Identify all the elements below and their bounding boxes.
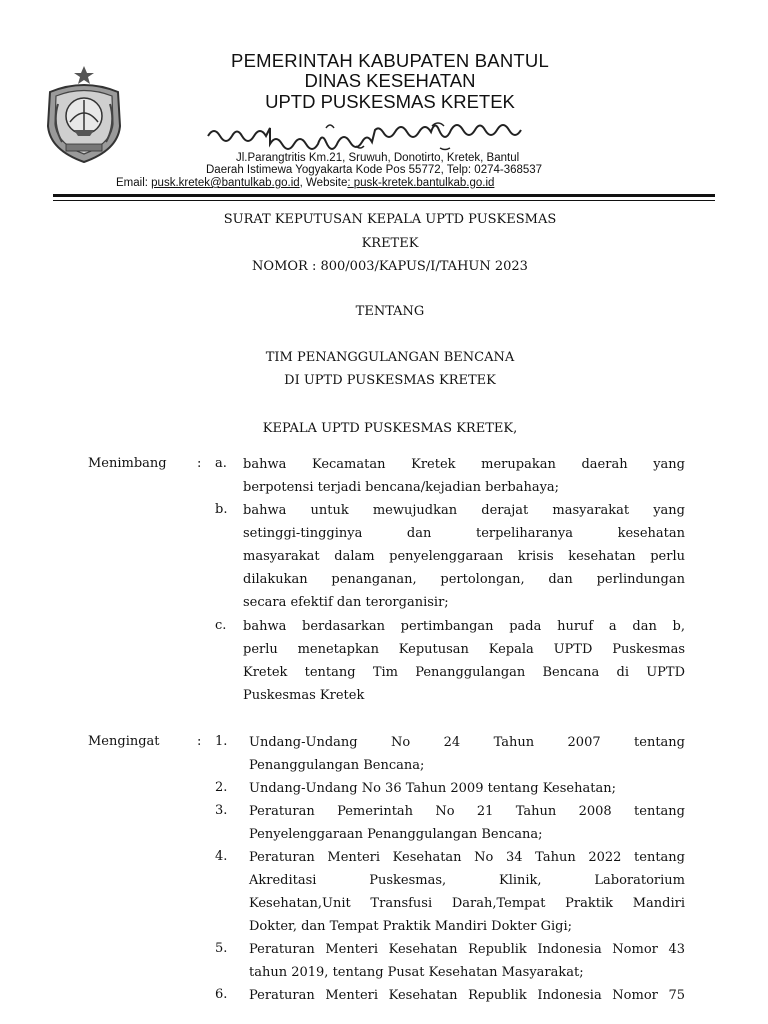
menimbang-marker-b: b. — [215, 502, 228, 517]
menimbang-item-c — [243, 615, 685, 707]
text-line: perlu menetapkan Keputusan Kepala UPTD Puskesmas — [243, 642, 685, 657]
website-link[interactable]: pusk-kretek.bantulkab.go.id — [353, 177, 495, 189]
address-line-2: Daerah Istimewa Yogyakarta Kode Pos 55772, Telp: 0274-368537 — [206, 164, 543, 176]
decree-title-line1: SURAT KEPUTUSAN KEPALA UPTD PUSKESMAS — [223, 212, 557, 227]
address-line-1: Jl.Parangtritis Km.21, Sruwuh, Donotirto, Kretek, Bantul — [236, 152, 520, 164]
text-line: Peraturan Menteri Kesehatan No 34 Tahun 2022 tentang — [249, 850, 685, 865]
website-label: : — [347, 177, 354, 189]
text-line: Akreditasi Puskesmas, Klinik, Laboratorium — [249, 873, 685, 888]
mengingat-marker-5: 5. — [215, 941, 228, 956]
text-line: berpotensi terjadi bencana/kejadian berbahaya; — [243, 480, 560, 495]
decree-number: NOMOR : 800/003/KAPUS/I/TAHUN 2023 — [252, 259, 528, 274]
website-separator: , Website — [299, 177, 348, 189]
text-line: secara efektif dan terorganisir; — [243, 595, 449, 610]
text-line: Puskesmas Kretek — [243, 688, 365, 703]
mengingat-marker-6: 6. — [215, 987, 228, 1002]
tentang-heading: TENTANG — [355, 304, 425, 319]
menimbang-marker-c: c. — [215, 618, 227, 633]
mengingat-marker-3: 3. — [215, 803, 228, 818]
email-link[interactable]: pusk.kretek@bantulkab.go.id — [151, 177, 300, 189]
mengingat-item-3 — [249, 800, 685, 846]
mengingat-marker-2: 2. — [215, 780, 228, 795]
issuer-heading: KEPALA UPTD PUSKESMAS KRETEK, — [262, 421, 518, 436]
mengingat-item-6 — [249, 984, 685, 1007]
text-line: Kretek tentang Tim Penanggulangan Bencana di UPTD — [243, 665, 685, 680]
bantul-emblem-logo — [40, 64, 128, 164]
subject-line1: TIM PENANGGULANGAN BENCANA — [265, 350, 515, 365]
text-line: Kesehatan,Unit Transfusi Darah,Tempat Praktik Mandiri — [249, 896, 685, 911]
menimbang-item-a — [243, 453, 685, 499]
text-line: Undang-Undang No 24 Tahun 2007 tentang — [249, 735, 685, 750]
mengingat-marker-4: 4. — [215, 849, 228, 864]
letterhead-agency: DINAS KESEHATAN — [304, 70, 476, 91]
text-line: Undang-Undang No 36 Tahun 2009 tentang Kesehatan; — [249, 781, 616, 796]
text-line: Dokter, dan Tempat Praktik Mandiri Dokter Gigi; — [249, 919, 572, 934]
menimbang-label: Menimbang — [88, 456, 167, 471]
javanese-script-graphic — [206, 118, 566, 152]
menimbang-marker-a: a. — [215, 456, 227, 471]
text-line: tahun 2019, tentang Pusat Kesehatan Masyarakat; — [249, 965, 584, 980]
text-line: bahwa Kecamatan Kretek merupakan daerah yang — [243, 457, 685, 472]
text-line: bahwa untuk mewujudkan derajat masyarakat yang — [243, 503, 685, 518]
letterhead-unit: UPTD PUSKESMAS KRETEK — [265, 91, 515, 112]
mengingat-item-2 — [249, 777, 685, 800]
contact-line — [116, 177, 494, 189]
text-line: Penyelenggaraan Penanggulangan Bencana; — [249, 827, 543, 842]
mengingat-marker-1: 1. — [215, 734, 228, 749]
email-label: Email: — [116, 177, 152, 189]
mengingat-item-4 — [249, 846, 685, 938]
mengingat-item-1 — [249, 731, 685, 777]
text-line: Penanggulangan Bencana; — [249, 758, 425, 773]
letterhead-government: PEMERINTAH KABUPATEN BANTUL — [231, 50, 549, 71]
mengingat-label: Mengingat — [88, 734, 160, 749]
mengingat-item-5 — [249, 938, 685, 984]
text-line: dilakukan penanganan, pertolongan, dan perlindungan — [243, 572, 685, 587]
text-line: masyarakat dalam penyelenggaraan krisis kesehatan perlu — [243, 549, 685, 564]
letterhead-divider-thick — [53, 194, 715, 197]
text-line: setinggi-tingginya dan terpeliharanya kesehatan — [243, 526, 685, 541]
text-line: Peraturan Pemerintah No 21 Tahun 2008 tentang — [249, 804, 685, 819]
text-line: Peraturan Menteri Kesehatan Republik Indonesia Nomor 75 — [249, 988, 685, 1003]
mengingat-colon: : — [197, 734, 202, 749]
subject-line2: DI UPTD PUSKESMAS KRETEK — [284, 373, 496, 388]
menimbang-item-b — [243, 499, 685, 614]
text-line: bahwa berdasarkan pertimbangan pada huruf a dan b, — [243, 619, 685, 634]
text-line: Peraturan Menteri Kesehatan Republik Indonesia Nomor 43 — [249, 942, 685, 957]
decree-title-line2: KRETEK — [361, 236, 419, 251]
letterhead-divider-thin — [53, 200, 715, 201]
menimbang-colon: : — [197, 456, 202, 471]
